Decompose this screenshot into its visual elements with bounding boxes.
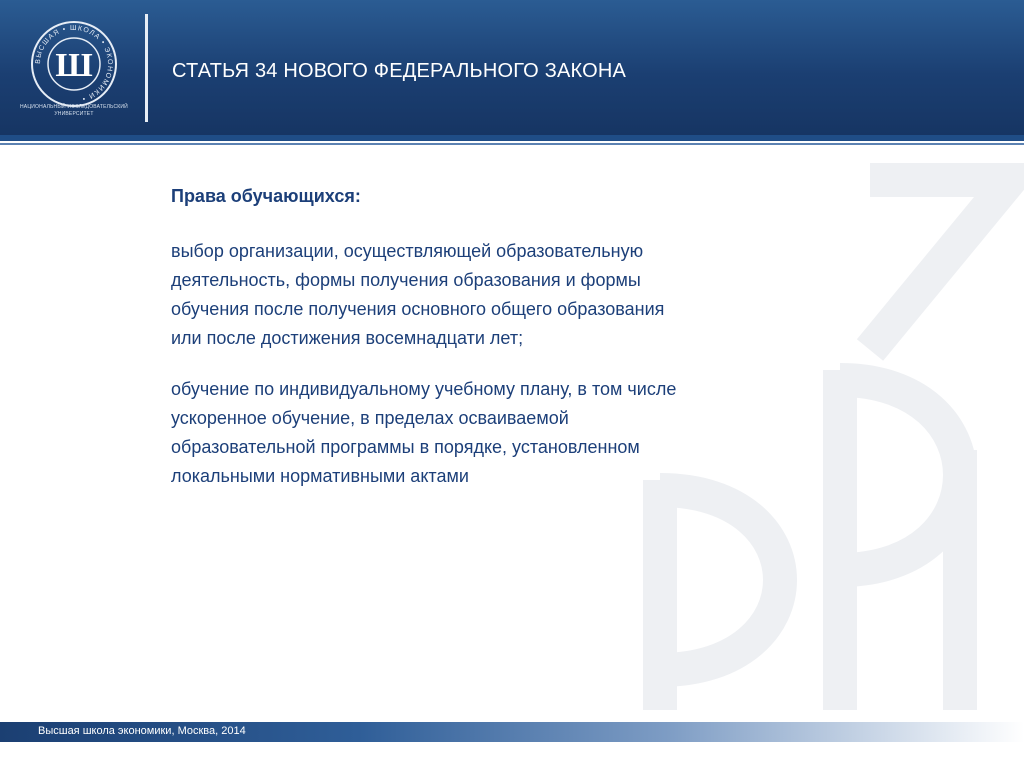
header-stripe-thin (0, 143, 1024, 145)
logo-ring-text: ВЫСШАЯ • ШКОЛА • ЭКОНОМИКИ • (34, 24, 114, 103)
slide-content (171, 183, 871, 513)
header-divider (145, 14, 148, 122)
logo-caption (14, 104, 134, 118)
header-stripe (0, 135, 1024, 141)
slide-title: СТАТЬЯ 34 НОВОГО ФЕДЕРАЛЬНОГО ЗАКОНА (172, 60, 627, 82)
content-heading: Права обучающихся: (171, 186, 361, 206)
content-paragraph-2: обучение по индивидуальному учебному плану, в том числе ускоренное обучение, в пределах осваиваемой образовательной программы в порядке, установленном локальными нормативными актами (171, 379, 677, 486)
logo-caption-line2: УНИВЕРСИТЕТ (54, 111, 94, 117)
logo-monogram: Ш (55, 47, 93, 84)
content-paragraph-1: выбор организации, осуществляющей образовательную деятельность, формы получения образования и формы обучения после получения основного общего образования или после достижения восемнадцати лет; (171, 241, 665, 348)
hse-logo-icon (30, 20, 118, 108)
logo-caption-line1: НАЦИОНАЛЬНЫЙ ИССЛЕДОВАТЕЛЬСКИЙ (20, 104, 128, 110)
footer-text: Высшая школа экономики, Москва, 2014 (38, 725, 246, 737)
